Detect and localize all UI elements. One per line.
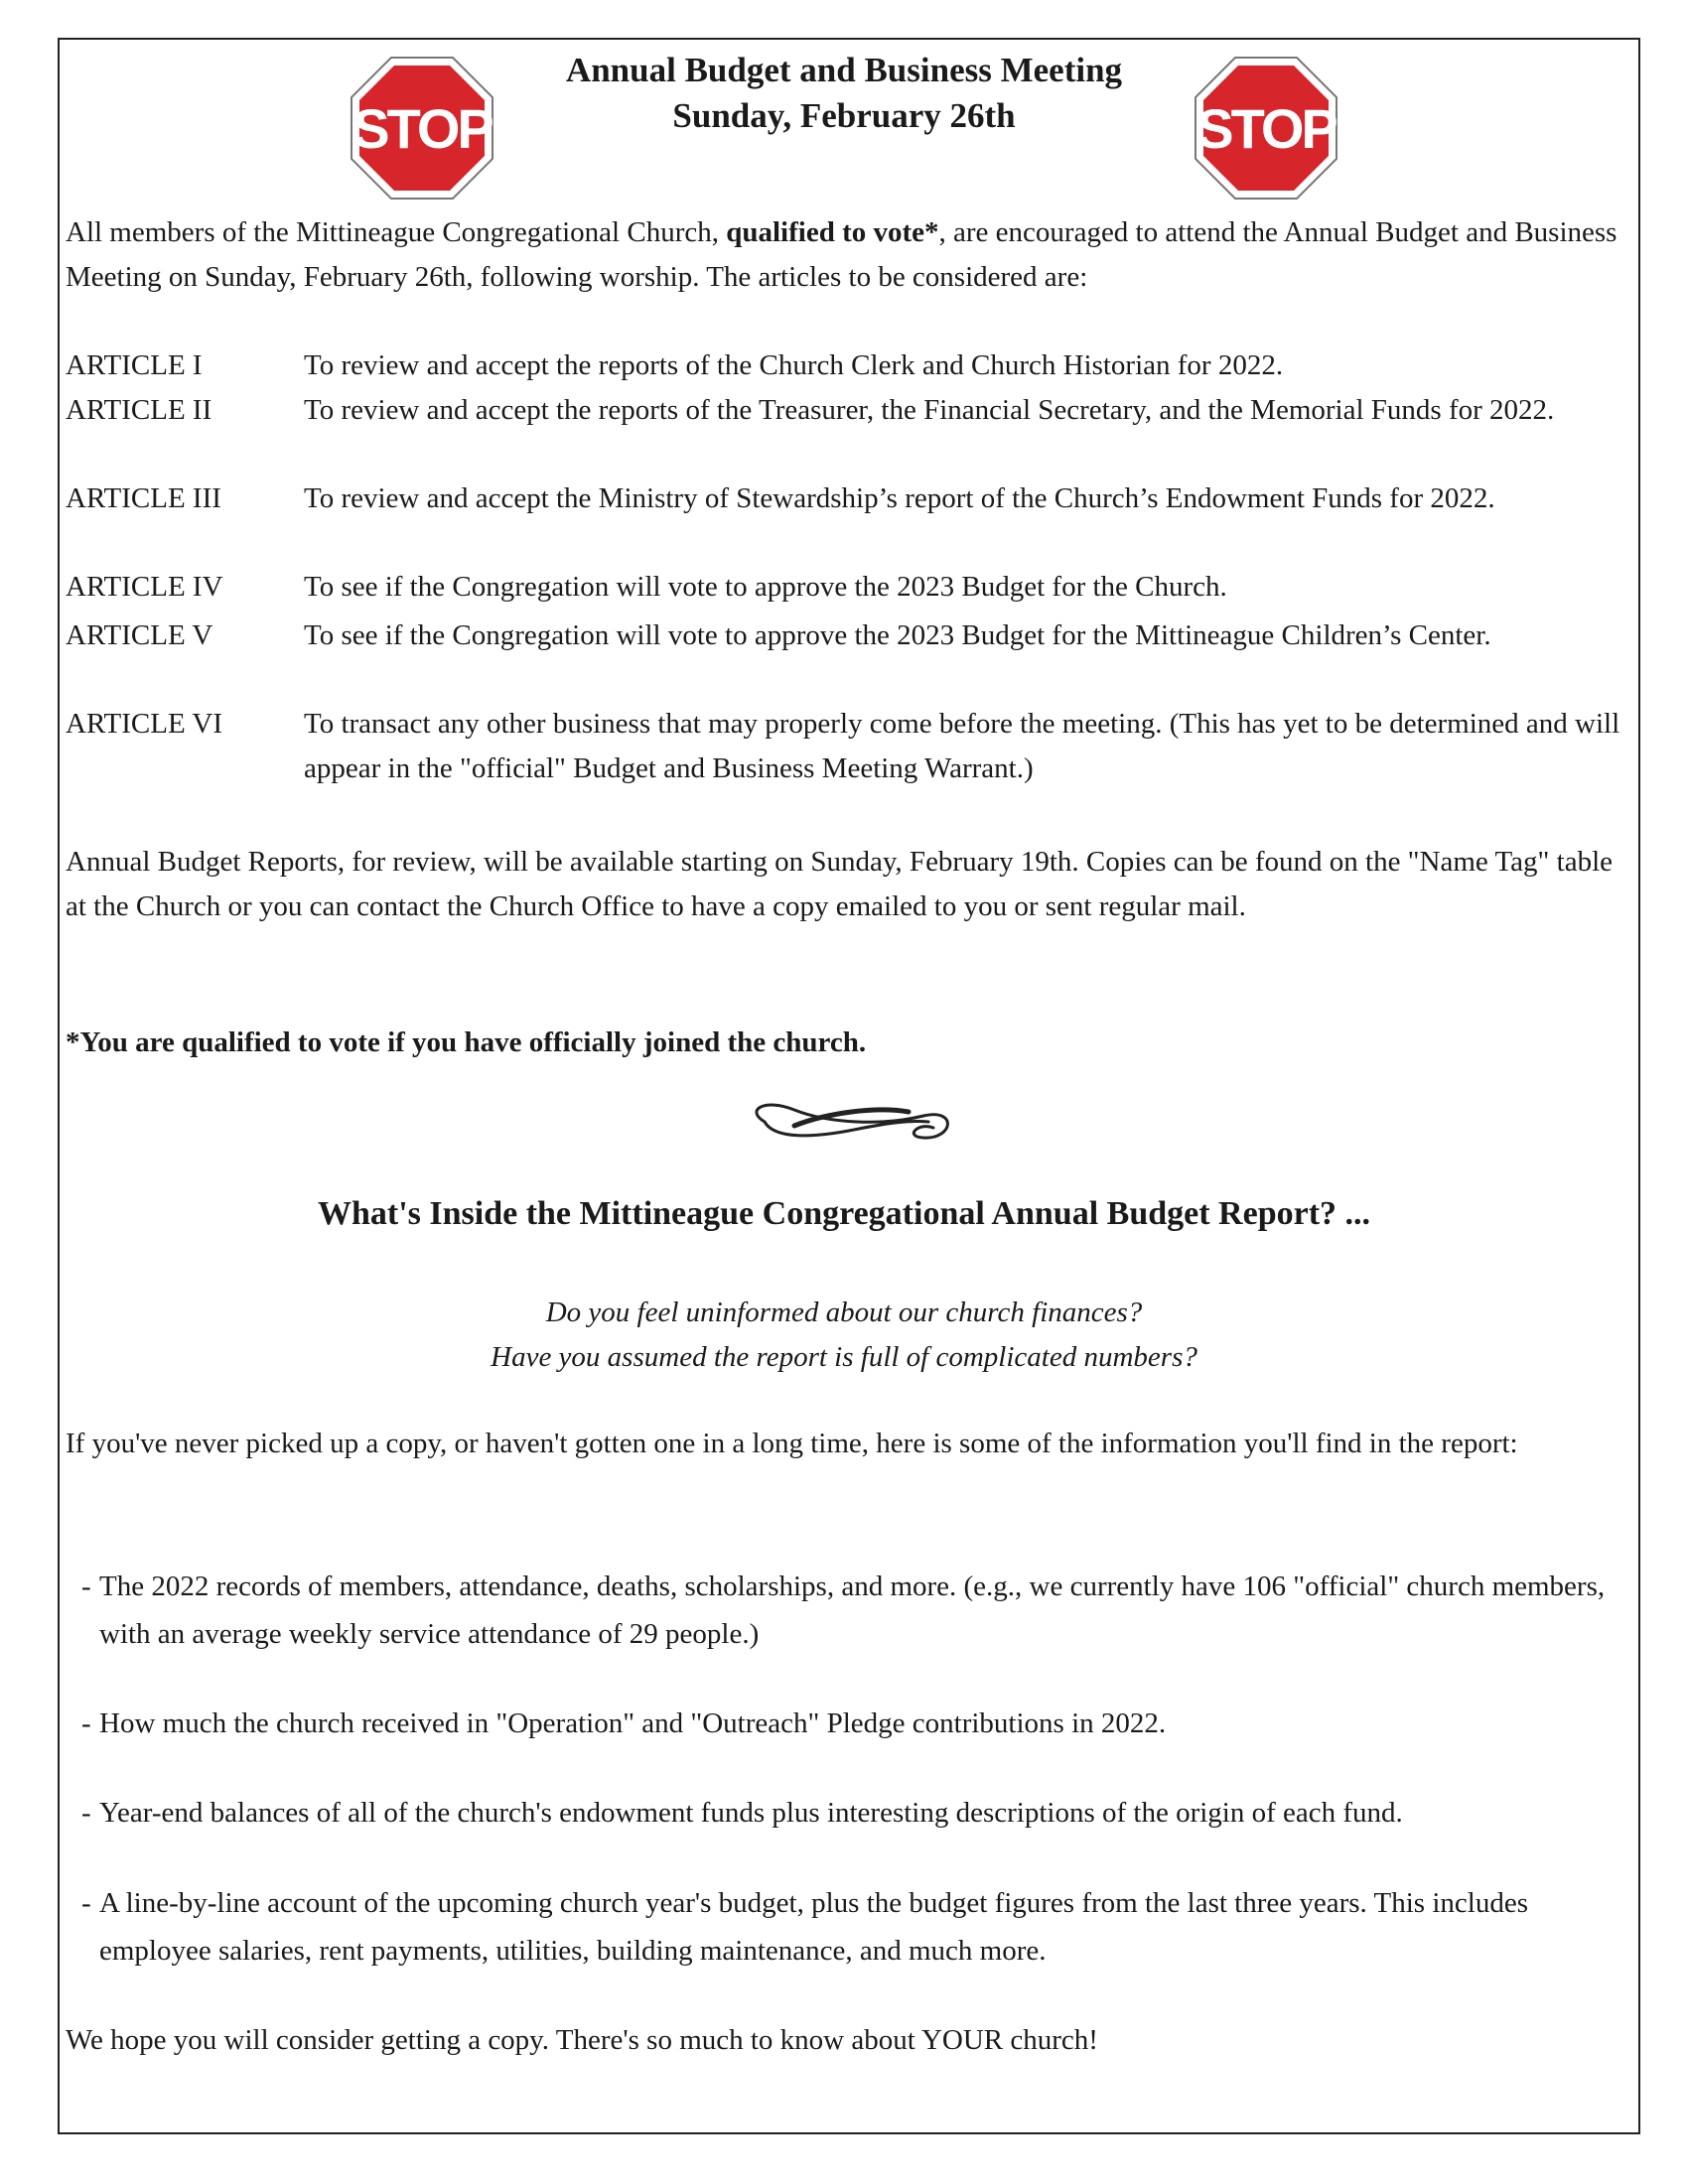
lead-paragraph: If you've never picked up a copy, or haven't gotten one in a long time, here is some of the information you'll find in the report: <box>66 1428 1518 1459</box>
article-row <box>66 614 1629 658</box>
article-label: ARTICLE VI <box>66 708 223 740</box>
list-item-text: Year-end balances of all of the church's endowment funds plus interesting descriptions of the origin of each fund. <box>99 1797 1403 1829</box>
list-item-text: A line-by-line account of the upcoming church year's budget, plus the budget figures from the last three years. This includes employee salaries, rent payments, utilities, building maintenance, and much more. <box>99 1887 1528 1967</box>
article-row <box>66 477 1629 521</box>
stop-sign-label: STOP <box>1196 97 1336 160</box>
list-item: - How much the church received in "Operation" and "Outreach" Pledge contributions in 2022. <box>81 1700 1630 1747</box>
article-text: To review and accept the reports of the Church Clerk and Church Historian for 2022. <box>304 349 1284 381</box>
list-item-text: The 2022 records of members, attendance, deaths, scholarships, and more. (e.g., we currently have 106 "official" church members, with an average weekly service attendance of 29 people.) <box>99 1570 1606 1650</box>
title-line-1: Annual Budget and Business Meeting <box>565 51 1123 89</box>
article-text: To transact any other business that may properly come before the meeting. (This has yet to be determined and will appear in the "official" Budget and Business Meeting Warrant.) <box>304 708 1620 784</box>
list-item: - Year-end balances of all of the church's endowment funds plus interesting descriptions of the origin of each fund. <box>81 1789 1630 1837</box>
intro-text-2: , are encouraged to attend the Annual Budget and Business Meeting on Sunday, February 26th, following worship. The articles to be considered are: <box>66 216 1618 293</box>
list-item-text: How much the church received in "Operation" and "Outreach" Pledge contributions in 2022. <box>99 1707 1167 1739</box>
qualified-note: *You are qualified to vote if you have officially joined the church. <box>66 1026 867 1058</box>
reports-paragraph: Annual Budget Reports, for review, will be available starting on Sunday, February 19th. Copies can be found on the "Name Tag" table at the Church or you can contact the Church Office to have a copy emailed to you or sent regular mail. <box>66 846 1613 922</box>
article-text: To review and accept the Ministry of Stewardship’s report of the Church’s Endowment Funds for 2022. <box>304 482 1495 514</box>
intro-qualified: qualified to vote* <box>726 216 939 248</box>
article-label: ARTICLE IV <box>66 571 223 603</box>
intro-text-1: All members of the Mittineague Congregational Church, <box>66 216 727 248</box>
article-label: ARTICLE V <box>66 619 213 651</box>
article-row <box>66 565 1629 610</box>
list-item: - A line-by-line account of the upcoming church year's budget, plus the budget figures from the last three years. This includes employee salaries, rent payments, utilities, building maintenance, and much more. <box>81 1879 1630 1975</box>
article-row <box>66 388 1629 433</box>
article-label: ARTICLE I <box>66 349 203 381</box>
article-row <box>66 343 1629 388</box>
article-text: To review and accept the reports of the Treasurer, the Financial Secretary, and the Memorial Funds for 2022. <box>304 394 1555 426</box>
flourish-divider <box>735 1092 963 1161</box>
closing-line: We hope you will consider getting a copy. There's so much to know about YOUR church! <box>66 2024 1098 2056</box>
question-2: Have you assumed the report is full of complicated numbers? <box>491 1341 1197 1373</box>
meeting-title <box>0 48 1688 139</box>
section-heading: What's Inside the Mittineague Congregational Annual Budget Report? ... <box>317 1195 1371 1232</box>
article-text: To see if the Congregation will vote to approve the 2023 Budget for the Church. <box>304 571 1227 603</box>
article-label: ARTICLE II <box>66 394 212 426</box>
article-label: ARTICLE III <box>66 482 221 514</box>
question-1: Do you feel uninformed about our church finances? <box>545 1297 1143 1328</box>
list-item: - The 2022 records of members, attendance, deaths, scholarships, and more. (e.g., we currently have 106 "official" church members, with an average weekly service attendance of 29 people.) <box>81 1563 1630 1658</box>
article-text: To see if the Congregation will vote to approve the 2023 Budget for the Mittineague Children’s Center. <box>304 619 1491 651</box>
intro-paragraph <box>66 210 1629 300</box>
article-row <box>66 702 1629 791</box>
title-line-2: Sunday, February 26th <box>672 96 1016 135</box>
stop-sign-label: STOP <box>352 97 492 160</box>
